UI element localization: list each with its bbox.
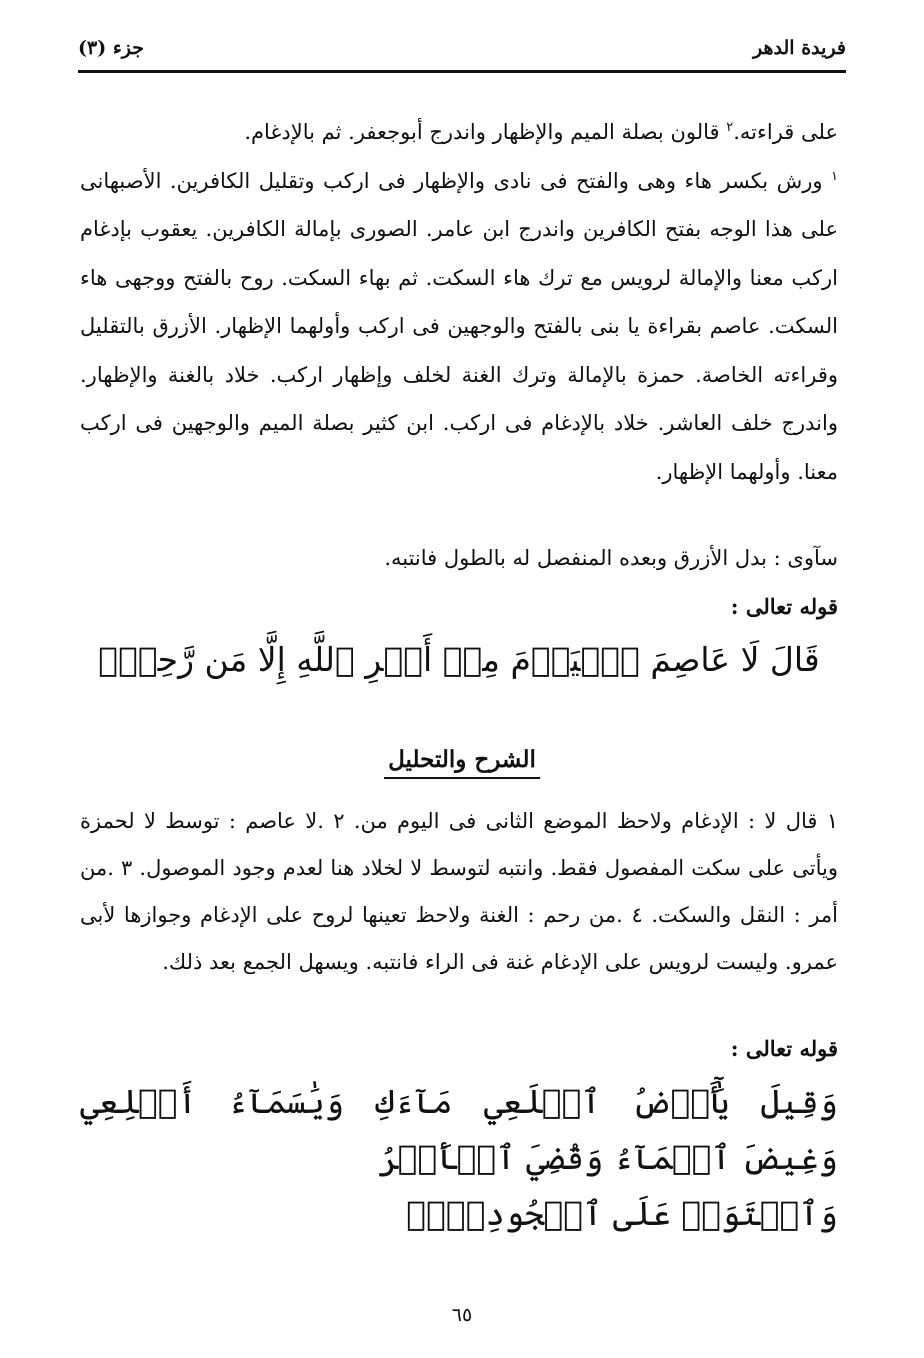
body-line-cont: قالون بصلة الميم والإظهار واندرج أبوجعفر. ثم بالإدغام. bbox=[244, 120, 727, 144]
body-paragraph bbox=[80, 157, 838, 497]
body-paragraph bbox=[80, 108, 838, 157]
note-line: سآوى : بدل الأزرق وبعده المنفصل له بالطول فانتبه. bbox=[384, 546, 838, 570]
book-title: فريدة الدهر bbox=[753, 37, 846, 59]
section-title-text: الشرح والتحليل bbox=[384, 746, 540, 779]
footnote-marker: ٢ bbox=[726, 120, 734, 135]
footnote-marker: ١ bbox=[831, 168, 838, 184]
running-header bbox=[78, 28, 846, 68]
section-title bbox=[0, 746, 924, 773]
body-paragraph-text: ورش بكسر هاء وهى والفتح فى نادى والإظهار فى اركب وتقليل الكافرين. الأصبهانى على هذا الوجه بفتح الكافرين واندرج ابن عامر. الصورى بإمالة الكافرين. يعقوب بإدغام اركب معنا والإمالة لرويس مع ترك هاء السكت. ثم بهاء السكت. روح بالفتح ووجهى هاء السكت. عاصم بقراءة يا بنى بالفتح والوجهين فى اركب وأولهما الإظهار. الأزرق بالتقليل وقراءته الخاصة. حمزة بالإمالة وترك الغنة لخلف وإظهار اركب. خلاد بالغنة والإظهار. واندرج خلف العاشر. خلاد بالإدغام فى اركب. ابن كثير بصلة الميم والوجهين فى اركب معنا. وأولهما الإظهار. bbox=[80, 168, 838, 484]
quran-verse: قَالَ لَا عَاصِمَ ٱلۡيَوۡمَ مِنۡ أَمۡرِ ٱللَّهِ إِلَّا مَن رَّحِمَۚ bbox=[98, 640, 820, 679]
quran-verse-line: وَقِيلَ يَٰٓأَرۡضُ ٱبۡلَعِي مَآءَكِ وَيَٰسَمَآءُ أَقۡلِعِي وَغِيضَ ٱلۡمَآءُ وَقُضِيَ ٱلۡأَمۡرُ bbox=[80, 1082, 838, 1178]
analysis-text: ١ قال لا : الإدغام ولاحظ الموضع الثانى فى اليوم من. ٢ .لا عاصم : توسط لا لحمزة ويأتى على سكت المفصول فقط. وانتبه لتوسط لا لخلاد هنا لعدم وجود الموصول. ٣ .من أمر : النقل والسكت. ٤ .من رحم : الغنة ولاحظ تعينها لروح على الإدغام وجوازها لأبى عمرو. وليست لرويس على الإدغام غنة فى الراء فانتبه. ويسهل الجمع بعد ذلك. bbox=[80, 809, 838, 974]
body-line-start: على قراءته. bbox=[733, 120, 838, 144]
verse-heading: قوله تعالى : bbox=[730, 1036, 838, 1061]
part-label: جزء (٣) bbox=[78, 37, 144, 59]
page-number: ٦٥ bbox=[451, 1304, 473, 1326]
verse-heading: قوله تعالى : bbox=[730, 594, 838, 619]
quran-verse-line: وَٱسۡتَوَتۡ عَلَى ٱلۡجُودِيِّۖ bbox=[406, 1194, 838, 1234]
quran-verse bbox=[80, 1074, 838, 1242]
header-rule bbox=[78, 70, 846, 73]
body-text bbox=[80, 108, 838, 496]
